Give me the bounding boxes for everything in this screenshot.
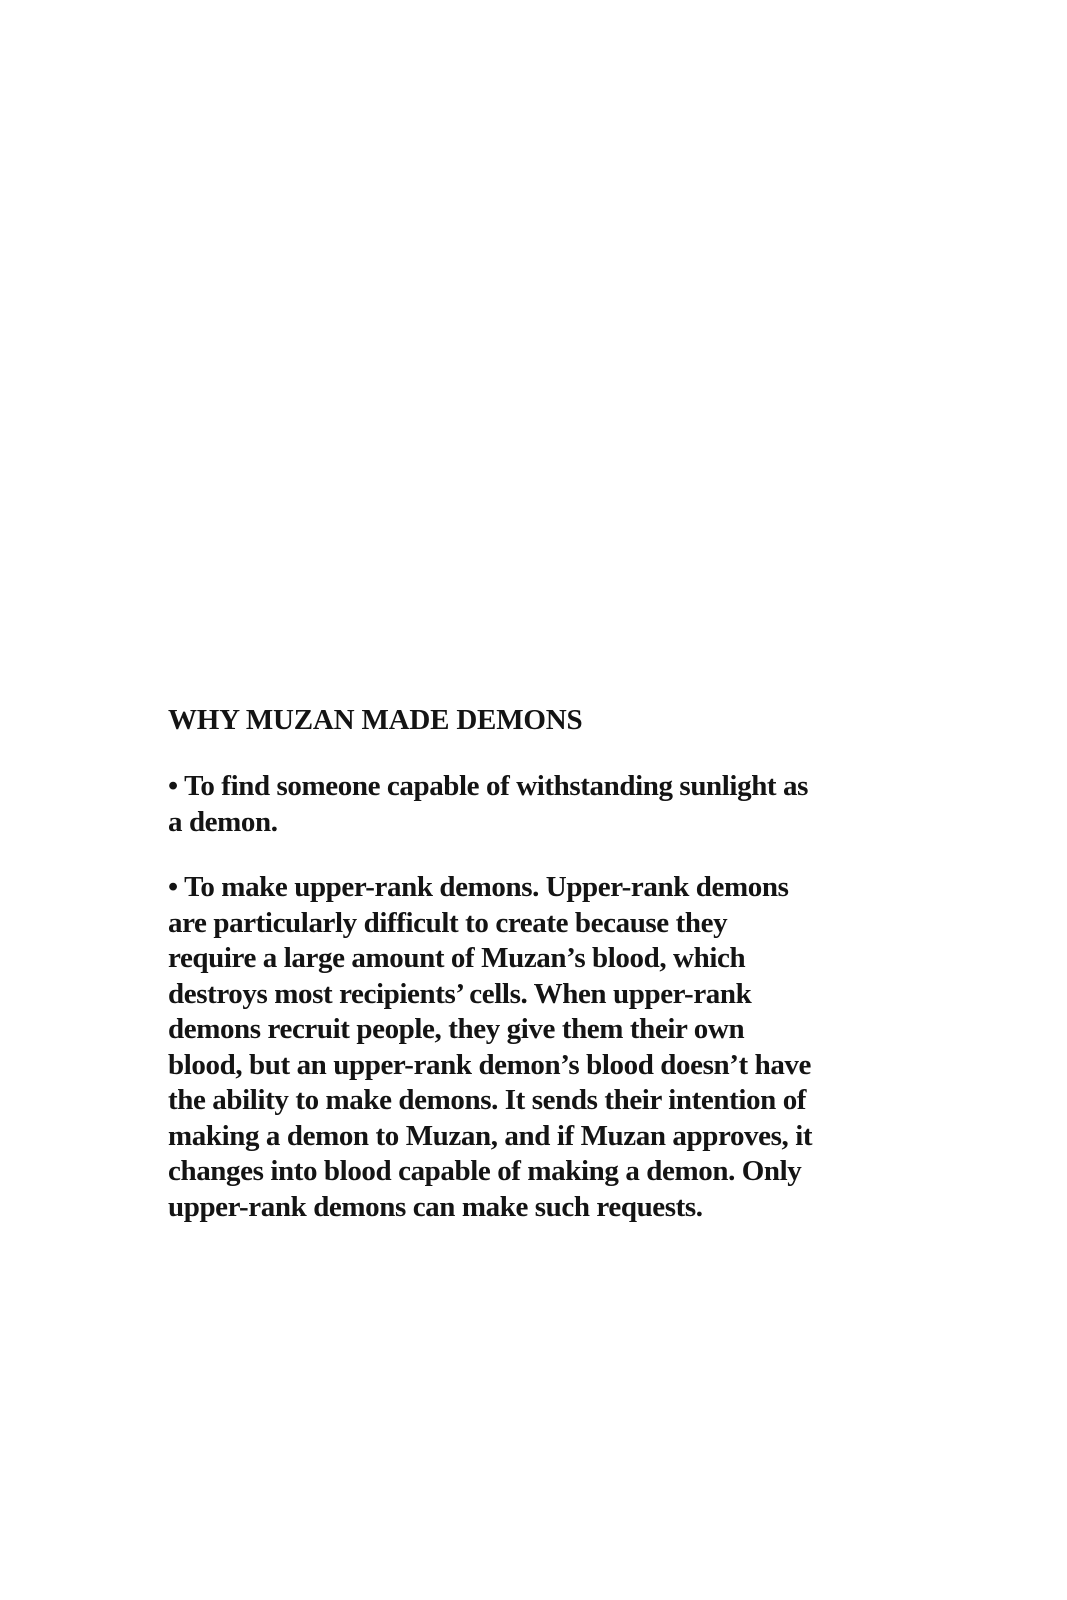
text-line: making a demon to Muzan, and if Muzan approves, it [168,1119,813,1152]
page-text-block [168,702,928,1225]
bullet-paragraph-1 [168,769,928,840]
bullet-paragraph-2 [168,870,928,1225]
text-line: require a large amount of Muzan’s blood, which [168,942,746,974]
text-line: the ability to make demons. It sends their intention of [168,1084,807,1116]
text-line: a demon. [168,805,278,838]
text-line: blood, but an upper-rank demon’s blood doesn’t have [168,1048,811,1081]
text-line: demons recruit people, they give them their own [168,1013,745,1045]
text-line: changes into blood capable of making a demon. Only [168,1155,802,1187]
text-line: upper-rank demons can make such requests. [168,1190,703,1223]
text-line: • To make upper-rank demons. Upper-rank demons [168,871,789,903]
section-heading: WHY MUZAN MADE DEMONS [168,704,583,736]
text-line: destroys most recipients’ cells. When upper-rank [168,977,752,1010]
text-line: • To find someone capable of withstanding sunlight as [168,770,809,802]
text-line: are particularly difficult to create because they [168,906,728,939]
